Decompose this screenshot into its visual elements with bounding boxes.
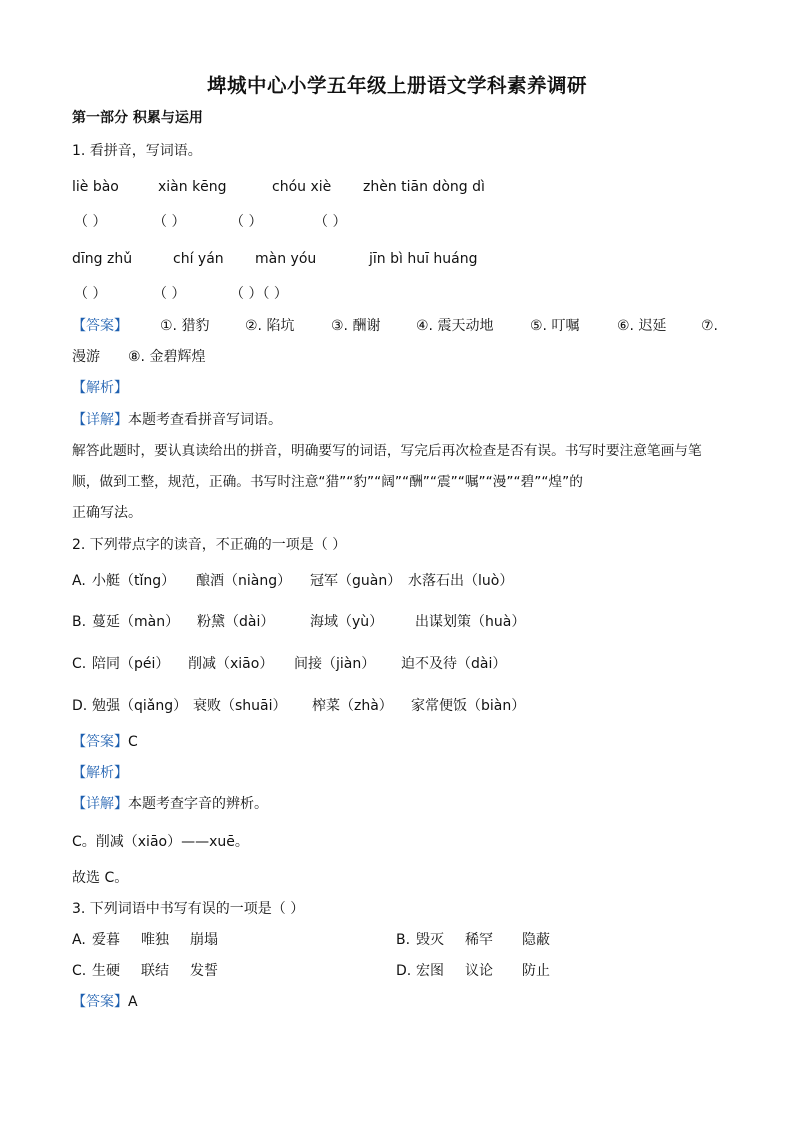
q3-answer-value: A	[128, 994, 138, 1010]
q2-detail	[72, 795, 268, 813]
blank-1: （ ）	[74, 214, 107, 230]
q1-answer-tag: 【答案】	[72, 318, 128, 334]
q2-answer-value: C	[128, 734, 138, 750]
q2-option-a-3: 冠军（guàn）	[310, 573, 402, 589]
q1-answer-8: ⑧. 金碧辉煌	[128, 349, 206, 365]
pinyin-4: zhèn tiān dòng dì	[363, 179, 485, 195]
q3-option-d-letter: D.	[396, 963, 412, 979]
q3-answer	[72, 993, 138, 1011]
q1-answer-2: ②. 陷坑	[245, 318, 295, 334]
pinyin-2: xiàn kēng	[158, 179, 227, 195]
q2-answer-tag: 【答案】	[72, 734, 128, 750]
section-heading: 第一部分 积累与运用	[72, 110, 203, 126]
blank-7-8: （ ）（ ）	[230, 286, 288, 302]
q1-answer-3: ③. 酬谢	[331, 318, 381, 334]
pinyin-7: màn yóu	[255, 251, 317, 267]
q3-option-c-3: 发誓	[190, 963, 218, 979]
q1-answer-7: ⑦.	[701, 318, 719, 334]
q2-option-c-1: 陪同（péi）	[92, 656, 170, 672]
q3-option-d-1: 宏图	[416, 963, 444, 979]
blank-2: （ ）	[153, 214, 186, 230]
q3-option-b-letter: B.	[396, 932, 411, 948]
q3-option-b-1: 毁灭	[416, 932, 444, 948]
q2-option-d-4: 家常便饭（biàn）	[411, 698, 526, 714]
q3-option-a-letter: A.	[72, 932, 86, 948]
q3-option-b-2: 稀罕	[465, 932, 493, 948]
q1-explain-line1: 解答此题时，要认真读给出的拼音，明确要写的词语，写完后再次检查是否有误。书写时要注意笔画与笔	[72, 443, 702, 459]
q3-option-c-letter: C.	[72, 963, 87, 979]
q1-detail-text: 本题考查看拼音写词语。	[128, 412, 282, 428]
q2-option-d-letter: D.	[72, 698, 88, 714]
q2-option-b-3: 海域（yù）	[310, 614, 384, 630]
q2-detail-tag: 【详解】	[72, 796, 128, 812]
q3-option-a-1: 爱暮	[92, 932, 120, 948]
q2-option-b-4: 出谋划策（huà）	[415, 614, 526, 630]
q2-explain-line2: 故选 C。	[72, 870, 129, 886]
q3-option-d-2: 议论	[465, 963, 493, 979]
q2-option-b-1: 蔓延（màn）	[92, 614, 180, 630]
q3-option-a-2: 唯独	[141, 932, 169, 948]
q1-explain-line3: 正确写法。	[72, 505, 142, 521]
q1-answer-4: ④. 震天动地	[416, 318, 494, 334]
q2-option-c-3: 间接（jiàn）	[294, 656, 376, 672]
q1-answer-5: ⑤. 叮嘱	[530, 318, 580, 334]
q3-option-d-3: 防止	[522, 963, 550, 979]
page-title: 埤城中心小学五年级上册语文学科素养调研	[206, 74, 587, 97]
q2-option-a-1: 小艇（tǐng）	[92, 573, 176, 589]
q2-option-d-2: 衰败（shuāi）	[193, 698, 287, 714]
blank-6: （ ）	[153, 286, 186, 302]
q2-option-b-2: 粉黛（dài）	[197, 614, 275, 630]
blank-4: （ ）	[314, 214, 347, 230]
q2-option-c-4: 迫不及待（dài）	[401, 656, 507, 672]
q1-analysis-tag: 【解析】	[72, 380, 128, 396]
pinyin-6: chí yán	[173, 251, 224, 267]
q2-stem: 2. 下列带点字的读音，不正确的一项是（ ）	[72, 537, 347, 553]
q2-option-a-4: 水落石出（luò）	[408, 573, 514, 589]
q3-option-a-3: 崩塌	[190, 932, 218, 948]
blank-3: （ ）	[230, 214, 263, 230]
q1-stem: 1. 看拼音，写词语。	[72, 143, 202, 159]
q1-explain-line2: 顺，做到工整，规范，正确。书写时注意“猎”“豹”“阔”“酬”“震”“嘱”“漫”“碧”“煌”的	[72, 474, 583, 490]
q2-option-b-letter: B.	[72, 614, 87, 630]
q2-option-a-letter: A.	[72, 573, 86, 589]
q3-option-c-1: 生硬	[92, 963, 120, 979]
pinyin-1: liè bào	[72, 179, 119, 195]
q2-option-d-3: 榨菜（zhà）	[312, 698, 393, 714]
q1-answer-6: ⑥. 迟延	[617, 318, 667, 334]
q1-detail-tag: 【详解】	[72, 412, 128, 428]
pinyin-3: chóu xiè	[272, 179, 332, 195]
q2-explain-line1: C。削减（xiāo）——xuē。	[72, 834, 249, 850]
q2-answer	[72, 733, 138, 751]
q3-answer-tag: 【答案】	[72, 994, 128, 1010]
pinyin-5: dīng zhǔ	[72, 251, 133, 267]
q2-analysis-tag: 【解析】	[72, 765, 128, 781]
q2-option-d-1: 勉强（qiǎng）	[92, 698, 188, 714]
q3-option-b-3: 隐蔽	[522, 932, 550, 948]
pinyin-8: jīn bì huī huáng	[369, 251, 478, 267]
q2-option-c-2: 削减（xiāo）	[188, 656, 274, 672]
blank-5: （ ）	[74, 286, 107, 302]
q3-stem: 3. 下列词语中书写有误的一项是（ ）	[72, 901, 305, 917]
q2-option-c-letter: C.	[72, 656, 87, 672]
q2-option-a-2: 酿酒（niàng）	[196, 573, 292, 589]
q3-option-c-2: 联结	[141, 963, 169, 979]
q2-detail-text: 本题考查字音的辨析。	[128, 796, 268, 812]
q1-answer-7-word: 漫游	[72, 349, 100, 365]
q1-detail	[72, 411, 282, 429]
q1-answer-1: ①. 猎豹	[160, 318, 210, 334]
